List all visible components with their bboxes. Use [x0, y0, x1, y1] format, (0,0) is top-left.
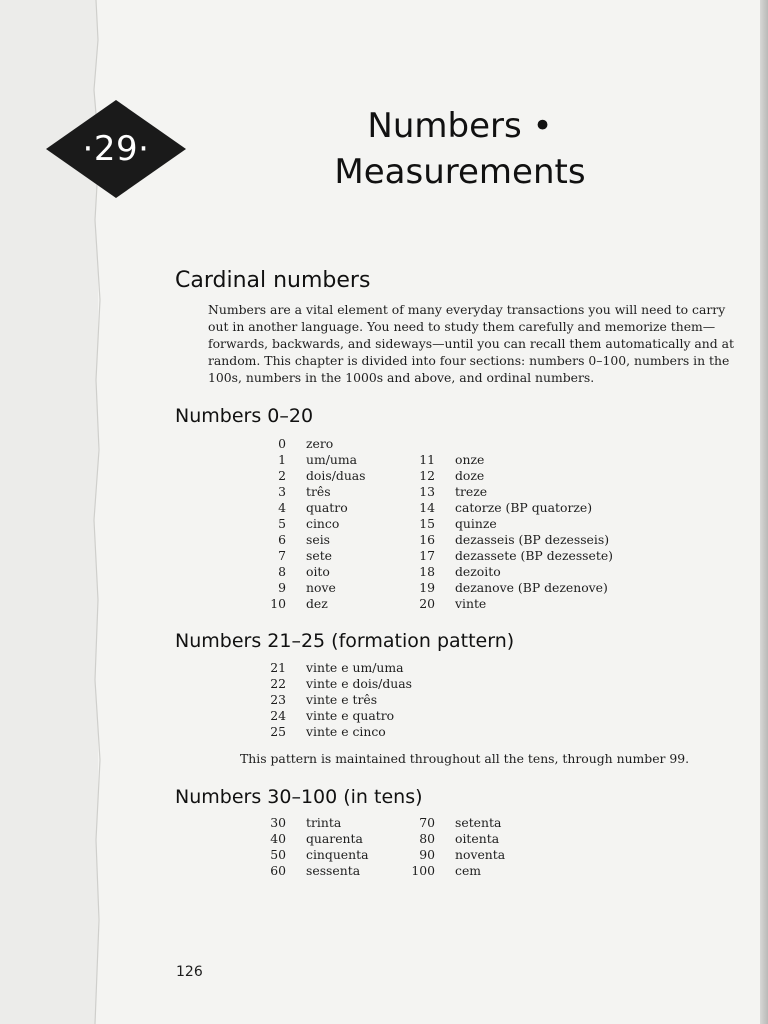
list-item: 14 catorze (BP quatorze) [419, 500, 593, 515]
list-item: 12 doze [419, 468, 485, 483]
chapter-badge [46, 100, 186, 198]
list-item: 13 treze [419, 484, 488, 499]
list-item: 30 trinta [270, 815, 342, 830]
list-item: 21 vinte e um/uma [270, 660, 404, 675]
number-list-21-25 [256, 660, 412, 740]
subsection-title-0-20: Numbers 0–20 [175, 405, 314, 427]
list-item: 40 quarenta [270, 831, 363, 846]
number-list-0-10 [256, 436, 366, 612]
list-item: 90 noventa [419, 847, 506, 862]
page-number: 126 [176, 964, 203, 980]
pattern-note: This pattern is maintained throughout all the tens, through number 99. [240, 751, 690, 766]
intro-paragraph: Numbers are a vital element of many everyday transactions you will need to carry out in another language. You need to study them carefully and memorize them—forwards, backwards, and sideways—until you can recall them automatically and at random. This chapter is divided into four sections: numbers 0–100, numbers in the 100s, numbers in the 1000s and above, and ordinal numbers. [208, 302, 735, 385]
list-item: 2 dois/duas [278, 468, 366, 483]
list-item: 3 três [278, 484, 331, 499]
section-title-cardinal: Cardinal numbers [175, 268, 371, 293]
list-item: 60 sessenta [270, 863, 361, 878]
list-item: 100 cem [411, 863, 482, 878]
list-item: 17 dezassete (BP dezessete) [419, 548, 614, 563]
list-item: 0 zero [278, 436, 334, 451]
list-item: 9 nove [278, 580, 336, 595]
chapter-number: ·29· [82, 129, 150, 169]
list-item: 24 vinte e quatro [270, 708, 395, 723]
list-item: 1 um/uma [278, 452, 358, 467]
list-item: 15 quinze [419, 516, 497, 531]
list-item: 16 dezasseis (BP dezesseis) [419, 532, 610, 547]
list-item: 22 vinte e dois/duas [270, 676, 413, 691]
page-right-edge [760, 0, 768, 1024]
list-item: 80 oitenta [419, 831, 500, 846]
subsection-title-30-100: Numbers 30–100 (in tens) [175, 786, 423, 808]
list-item: 25 vinte e cinco [270, 724, 386, 739]
list-item: 7 sete [278, 548, 333, 563]
list-item: 10 dez [270, 596, 328, 611]
list-item: 11 onze [419, 452, 485, 467]
list-item: 19 dezanove (BP dezenove) [419, 580, 608, 595]
list-item: 50 cinquenta [270, 847, 369, 862]
number-list-11-20 [405, 452, 613, 612]
chapter-title [300, 103, 620, 195]
list-item: 20 vinte [419, 596, 487, 611]
number-list-30-60 [256, 815, 368, 879]
number-list-70-100 [405, 815, 505, 879]
list-item: 6 seis [278, 532, 331, 547]
subsection-title-21-25: Numbers 21–25 (formation pattern) [175, 630, 515, 652]
list-item: 18 dezoito [419, 564, 501, 579]
list-item: 5 cinco [278, 516, 340, 531]
list-item: 23 vinte e três [270, 692, 378, 707]
list-item: 8 oito [278, 564, 330, 579]
chapter-title-line1: Numbers • [367, 106, 553, 146]
chapter-title-line2: Measurements [334, 152, 586, 192]
list-item: 70 setenta [419, 815, 502, 830]
list-item: 4 quatro [278, 500, 348, 515]
